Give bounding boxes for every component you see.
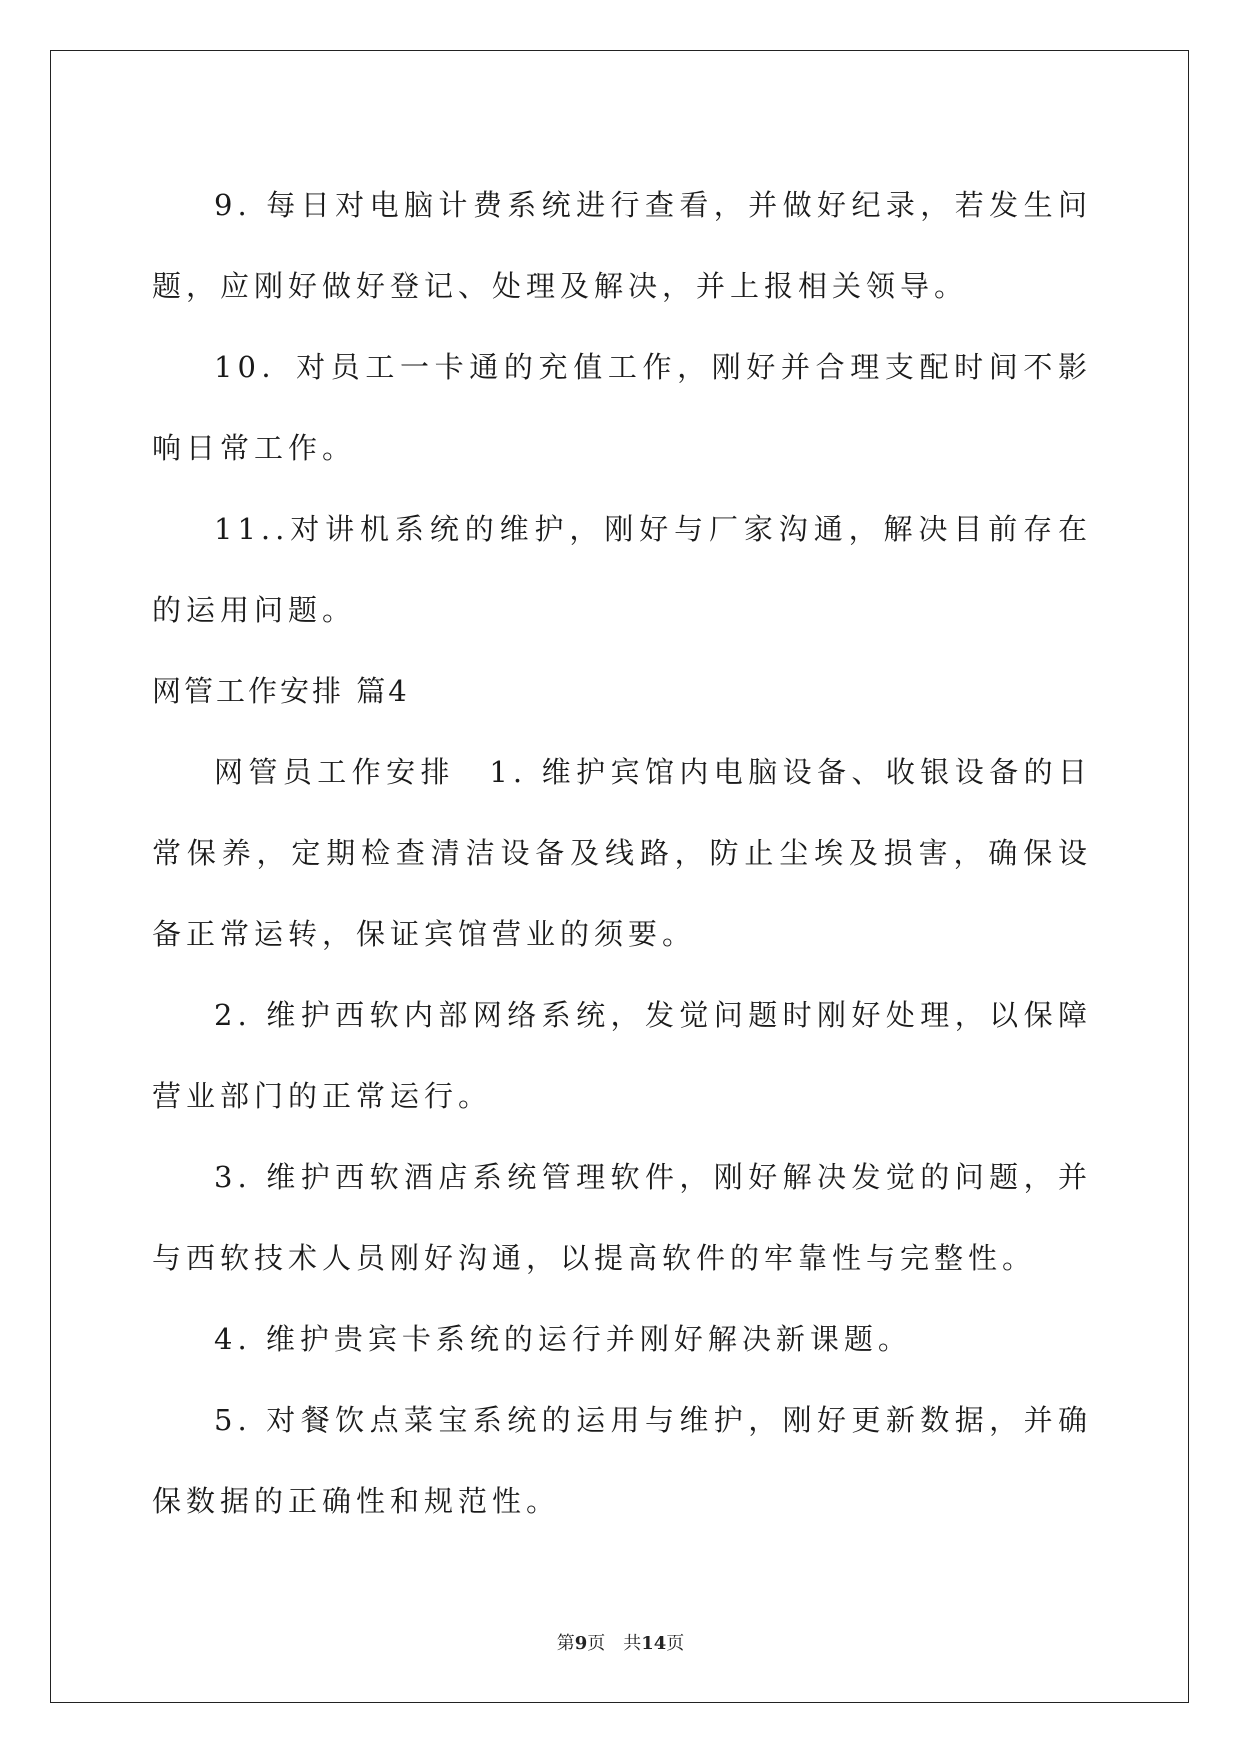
paragraph-item-4: 4. 维护贵宾卡系统的运行并刚好解决新课题。 bbox=[214, 1322, 912, 1356]
paragraph-item-1: 网管员工作安排 1. 维护宾馆内电脑设备、收银设备的日常保养，定期检查清洁设备及线路，防止尘埃及损害，确保设备正常运转，保证宾馆营业的须要。 bbox=[152, 755, 1092, 951]
total-pages-number: 14 bbox=[641, 1633, 667, 1654]
paragraph-item-5: 5. 对餐饮点菜宝系统的运用与维护，刚好更新数据，并确保数据的正确性和规范性。 bbox=[152, 1403, 1092, 1518]
paragraph-item-2: 2. 维护西软内部网络系统，发觉问题时刚好处理，以保障营业部门的正常运行。 bbox=[152, 998, 1092, 1113]
current-page-number: 9 bbox=[574, 1633, 588, 1654]
footer-total-prefix: 共 bbox=[623, 1633, 642, 1654]
footer-page-suffix: 页 bbox=[587, 1633, 606, 1654]
paragraph-item-9: 9. 每日对电脑计费系统进行查看，并做好纪录，若发生问题，应刚好做好登记、处理及解决，并上报相关领导。 bbox=[152, 188, 1092, 303]
document-body bbox=[152, 165, 1092, 1542]
footer-prefix: 第 bbox=[556, 1633, 575, 1654]
page-footer bbox=[0, 1632, 1241, 1656]
section-heading: 网管工作安排 篇4 bbox=[152, 674, 410, 708]
paragraph-item-10: 10．对员工一卡通的充值工作，刚好并合理支配时间不影响日常工作。 bbox=[152, 350, 1092, 465]
paragraph-item-3: 3. 维护西软酒店系统管理软件，刚好解决发觉的问题，并与西软技术人员刚好沟通，以提高软件的牢靠性与完整性。 bbox=[152, 1160, 1092, 1275]
footer-total-suffix: 页 bbox=[666, 1633, 685, 1654]
paragraph-item-11: 11..对讲机系统的维护，刚好与厂家沟通，解决目前存在的运用问题。 bbox=[152, 512, 1092, 627]
